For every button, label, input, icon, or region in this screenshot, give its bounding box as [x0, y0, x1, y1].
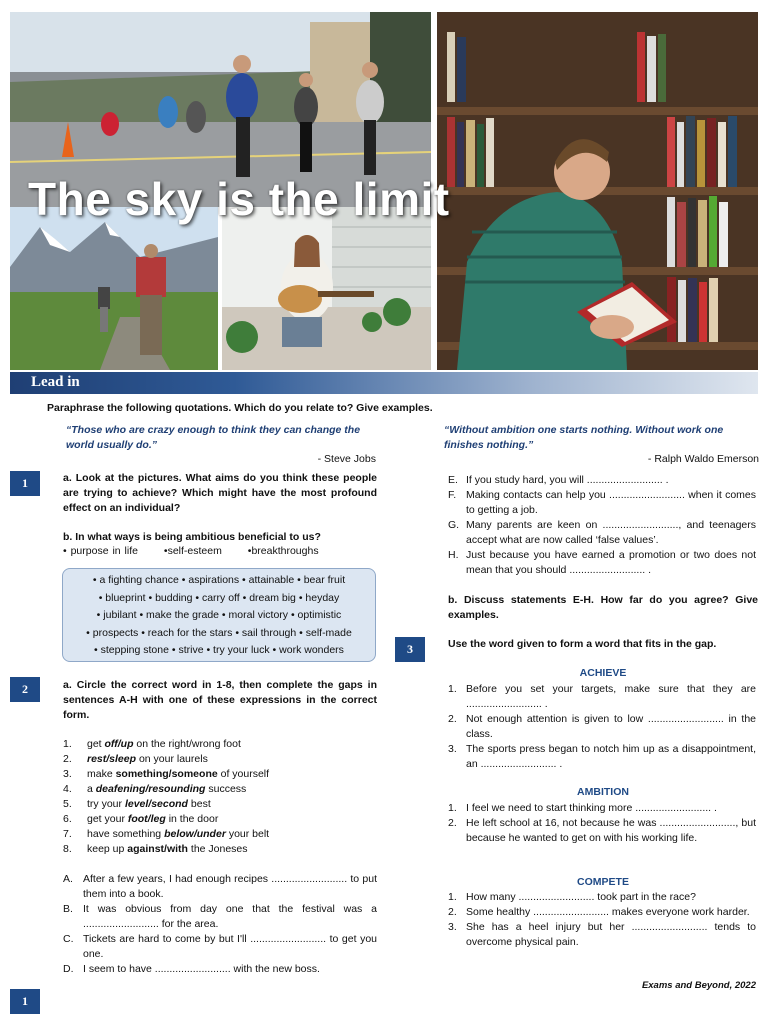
word-ambition: AMBITION: [577, 786, 629, 798]
library-photo: [437, 12, 758, 370]
expressions-box: [62, 568, 376, 662]
exercise-3-number: 3: [395, 637, 425, 662]
ambition-items: [448, 801, 756, 846]
expressions-line: • jubilant • make the grade • moral victory • optimistic: [96, 609, 342, 621]
quote-jobs: “Those who are crazy enough to think they can change the world usually do.”: [66, 424, 361, 451]
list-item: 1. I feel we need to start thinking more .......................... .: [448, 802, 717, 814]
list-item: 6. get your foot/leg in the door: [63, 813, 219, 825]
list-item: 1. How many .......................... took part in the race?: [448, 891, 696, 903]
list-item: G. Many parents are keen on .........................., and teenagers accept what are now called ‘false values’.: [448, 519, 756, 546]
list-item: B. It was obvious from day one that the festival was a .......................... for the area.: [63, 903, 377, 930]
exercise-1a-question: a. Look at the pictures. What aims do you think these people are trying to achieve? Which might have the most profound effect on an individual?: [63, 472, 377, 514]
idiom-list: [63, 737, 377, 857]
list-item: 3. She has a heel injury but her .......................... tends to overcome physical pain.: [448, 921, 756, 948]
lead-in-label: Lead in: [31, 374, 80, 390]
expressions-line: • prospects • reach for the stars • sail through • self-made: [86, 626, 352, 639]
bullet-breakthroughs: •breakthroughs: [247, 545, 319, 557]
sentences-a-d: [63, 872, 377, 977]
list-item: F. Making contacts can help you .......................... when it comes to getting a job.: [448, 489, 756, 516]
quote-emerson: “Without ambition one starts nothing. Without work one finishes nothing.”: [444, 424, 724, 451]
page-title: The sky is the limit: [28, 173, 450, 225]
expressions-line: • stepping stone • strive • try your luck • work wonders: [94, 644, 344, 656]
lead-in-instruction: Paraphrase the following quotations. Which do you relate to? Give examples.: [47, 402, 433, 414]
hiking-photo: [10, 207, 218, 370]
bullet-purpose: • purpose in life: [63, 545, 138, 557]
list-item: 3. make something/someone of yourself: [63, 768, 270, 780]
list-item: 4. a deafening/resounding success: [63, 783, 247, 795]
list-item: 1. get off/up on the right/wrong foot: [63, 738, 241, 750]
list-item: H. Just because you have earned a promotion or two does not mean that you should .......................... .: [448, 549, 756, 576]
exercise-1-number: 1: [10, 471, 40, 496]
exercise-2b-question: b. Discuss statements E-H. How far do you agree? Give examples.: [448, 594, 758, 621]
footer-credit: Exams and Beyond, 2022: [641, 980, 756, 991]
sentences-e-h: [448, 473, 756, 578]
list-item: 5. try your level/second best: [63, 798, 211, 810]
list-item: 2. Not enough attention is given to low .......................... in the class.: [448, 713, 756, 740]
quote-emerson-author: - Ralph Waldo Emerson: [647, 453, 759, 465]
list-item: A. After a few years, I had enough recipes .......................... to put them into a book.: [63, 873, 377, 900]
word-achieve: ACHIEVE: [579, 667, 627, 679]
page-number: 1: [10, 989, 40, 1014]
word-compete: COMPETE: [577, 876, 629, 888]
exercise-3-instruction: Use the word given to form a word that fits in the gap.: [448, 638, 717, 650]
expressions-line: • blueprint • budding • carry off • dream big • heyday: [98, 591, 340, 604]
exercise-1b-question: b. In what ways is being ambitious beneficial to us?: [63, 531, 321, 543]
quote-jobs-author: - Steve Jobs: [317, 453, 376, 465]
bullet-self-esteem: •self-esteem: [163, 545, 222, 557]
exercise-2a-question: a. Circle the correct word in 1-8, then complete the gaps in sentences A-H with one of these expressions in the correct form.: [63, 679, 377, 721]
list-item: C. Tickets are hard to come by but I'll .......................... to get you one.: [63, 933, 377, 960]
exercise-2-number: 2: [10, 677, 40, 702]
list-item: 2. He left school at 16, not because he was .........................., but because he wanted to get on with his working life.: [448, 817, 756, 844]
list-item: 7. have something below/under your belt: [63, 828, 270, 840]
list-item: D. I seem to have .......................... with the new boss.: [63, 963, 320, 975]
list-item: 2. rest/sleep on your laurels: [63, 753, 208, 765]
achieve-items: [448, 682, 756, 772]
list-item: 1. Before you set your targets, make sure that they are .......................... .: [448, 683, 756, 710]
list-item: E. If you study hard, you will .......................... .: [448, 474, 669, 486]
guitar-photo: [222, 207, 431, 370]
list-item: 3. The sports press began to notch him up as a disappointment, an .......................... .: [448, 743, 756, 770]
lead-in-bar: [10, 372, 758, 394]
exercise-1b-bullets: [63, 545, 341, 557]
compete-items: [448, 890, 756, 950]
list-item: 2. Some healthy .......................... makes everyone work harder.: [448, 906, 750, 918]
expressions-line: • a fighting chance • aspirations • attainable • bear fruit: [92, 574, 346, 586]
list-item: 8. keep up against/with the Joneses: [63, 843, 248, 855]
